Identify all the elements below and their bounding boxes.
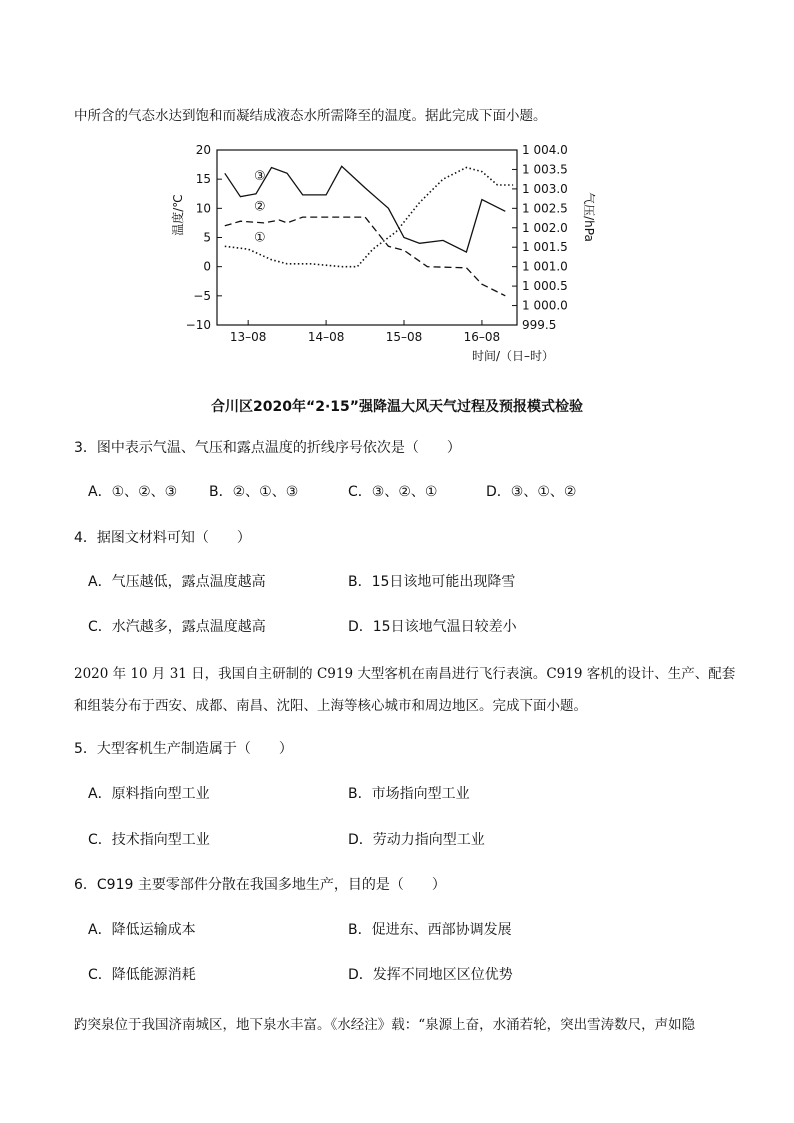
y-tick-label: −5	[193, 288, 211, 303]
y-tick-label: 20	[195, 143, 211, 157]
q4-option-c[interactable]: C．水汽越多，露点温度越高	[88, 619, 266, 635]
y2-tick-label: 999.5	[522, 318, 557, 332]
series-line-3	[225, 168, 513, 267]
passage-2-line-1: 2020 年 10 月 31 日，我国自主研制的 C919 大型客机在南昌进行飞行表演。C919 客机的设计、生产、配套	[74, 666, 736, 682]
series-marker-1: ③	[254, 169, 266, 185]
x-tick-label: 15–08	[385, 330, 423, 344]
q5-option-c[interactable]: C．技术指向型工业	[88, 832, 210, 848]
x-axis-label: 时间/（日–时）	[471, 349, 555, 363]
y2-tick-label: 1 002.0	[522, 220, 568, 235]
question-3-stem: 3．图中表示气温、气压和露点温度的折线序号依次是（ ）	[74, 440, 461, 456]
chart-caption: 合川区2020年“2·15”强降温大风天气过程及预报模式检验	[211, 399, 583, 415]
q6-option-a[interactable]: A．降低运输成本	[88, 922, 196, 938]
x-tick-label: 14–08	[307, 330, 345, 344]
q5-option-a[interactable]: A．原料指向型工业	[88, 786, 210, 802]
y-tick-label: 5	[203, 230, 211, 245]
q4-option-b[interactable]: B．15日该地可能出现降雪	[348, 574, 516, 590]
series-line-2	[225, 217, 506, 296]
y2-tick-label: 1 002.5	[522, 201, 568, 216]
y2-tick-label: 1 001.5	[522, 240, 568, 255]
y2-tick-label: 1 000.0	[522, 298, 568, 313]
x-tick-label: 13–08	[229, 330, 267, 344]
q4-option-d[interactable]: D．15日该地气温日较差小	[348, 619, 517, 635]
y-tick-label: −10	[185, 318, 211, 332]
q5-option-b[interactable]: B．市场指向型工业	[348, 786, 470, 802]
series-marker-2: ②	[254, 199, 266, 215]
question-6-stem: 6．C919 主要零部件分散在我国多地生产，目的是（ ）	[74, 877, 446, 893]
y-tick-label: 10	[195, 201, 211, 216]
q3-option-a[interactable]: A．①、②、③	[88, 484, 178, 500]
q6-option-d[interactable]: D．发挥不同地区区位优势	[348, 967, 513, 983]
weather-chart	[0, 130, 794, 410]
q6-option-c[interactable]: C．降低能源消耗	[88, 967, 196, 983]
q3-option-b[interactable]: B．②、①、③	[209, 484, 299, 500]
x-tick-label: 16–08	[463, 330, 501, 344]
intro-text: 中所含的气态水达到饱和而凝结成液态水所需降至的温度。据此完成下面小题。	[74, 108, 547, 124]
y-tick-label: 15	[195, 172, 211, 187]
passage-2-line-2: 和组装分布于西安、成都、南昌、沈阳、上海等核心城市和周边地区。完成下面小题。	[74, 698, 587, 714]
y2-tick-label: 1 003.0	[522, 181, 568, 196]
y2-tick-label: 1 004.0	[522, 143, 568, 157]
series-marker-3: ①	[254, 230, 266, 246]
q4-option-a[interactable]: A．气压越低，露点温度越高	[88, 574, 266, 590]
y2-tick-label: 1 000.5	[522, 279, 568, 294]
q6-option-b[interactable]: B．促进东、西部协调发展	[348, 922, 512, 938]
q5-option-d[interactable]: D．劳动力指向型工业	[348, 832, 485, 848]
y2-tick-label: 1 001.0	[522, 259, 568, 274]
passage-3-line-1: 趵突泉位于我国济南城区，地下泉水丰富。《水经注》载：“泉源上奋，水涌若轮，突出雪涛数尺，声如隐	[74, 1017, 696, 1033]
y2-axis-label: 气压/hPa	[582, 192, 596, 242]
q3-option-c[interactable]: C．③、②、①	[348, 484, 438, 500]
question-5-stem: 5．大型客机生产制造属于（ ）	[74, 741, 293, 757]
question-4-stem: 4．据图文材料可知（ ）	[74, 530, 251, 546]
y-axis-label: 温度/℃	[171, 194, 185, 236]
y-tick-label: 0	[203, 259, 211, 274]
series-line-1	[225, 166, 506, 252]
q3-option-d[interactable]: D．③、①、②	[486, 484, 577, 500]
y2-tick-label: 1 003.5	[522, 162, 568, 177]
